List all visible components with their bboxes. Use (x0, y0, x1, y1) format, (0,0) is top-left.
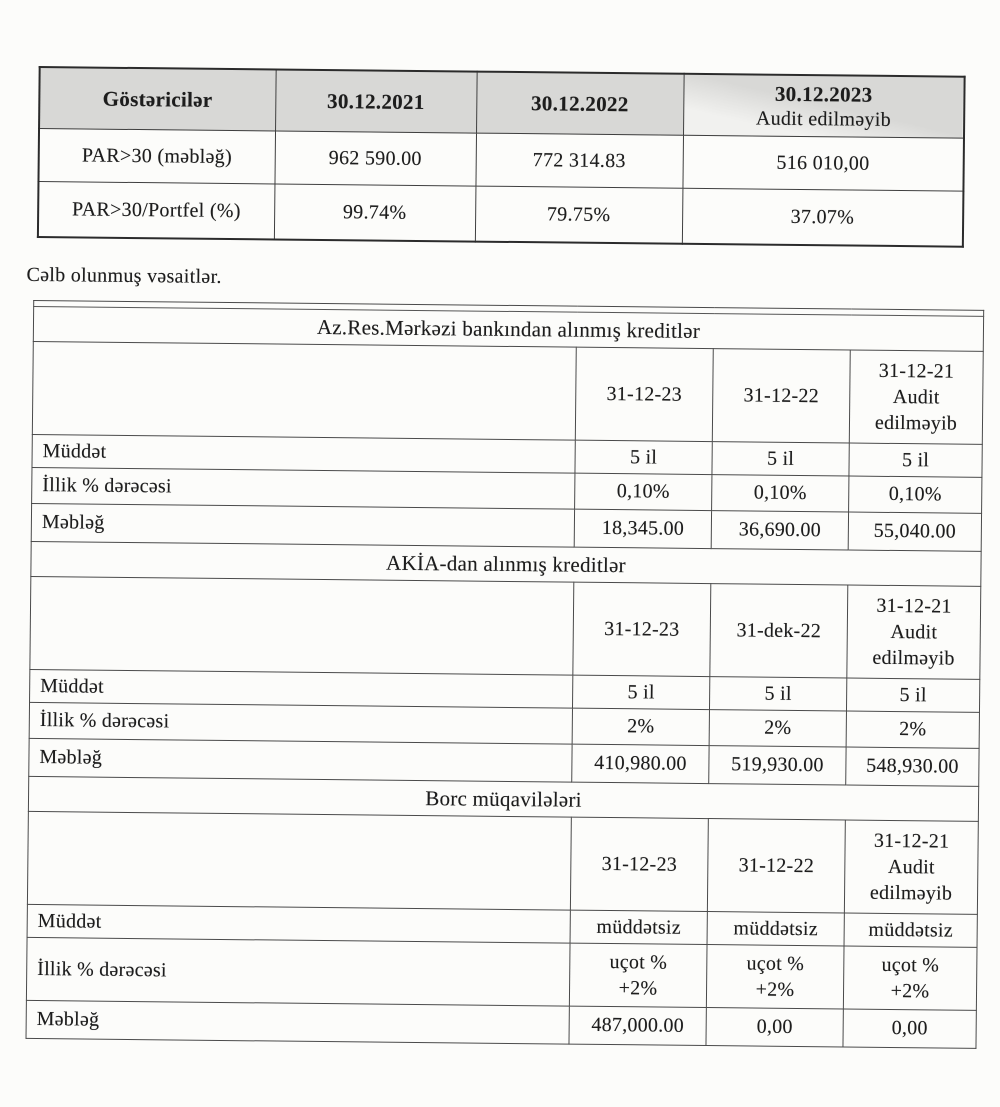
column-header-date-audit: 31-12-21 Audit edilməyib (847, 585, 981, 679)
cell-value: 5 il (572, 675, 709, 709)
row-label: Məbləğ (26, 1000, 569, 1044)
row-label: Müddət (27, 904, 570, 943)
cell-value: 410,980.00 (572, 744, 709, 783)
cell-value: 2% (572, 708, 709, 745)
cell-value: 55,040.00 (848, 512, 981, 551)
cell-value: 516 010,00 (682, 135, 964, 191)
row-label: Məbləğ (29, 738, 572, 782)
cell-value: uçot % +2% (706, 945, 844, 1009)
cell-value: 18,345.00 (574, 509, 711, 548)
row-label: Müddət (30, 669, 573, 708)
section-header-row (32, 341, 983, 444)
cell-value: 519,930.00 (709, 746, 846, 785)
column-header-indicators: Göstəricilər (39, 67, 276, 131)
document-heading: Cəlb olunmuş vəsaitlər. (26, 263, 222, 288)
column-header-date: 31-12-23 (573, 582, 711, 676)
par-table (37, 66, 966, 248)
cell-value: 0,00 (706, 1008, 843, 1047)
column-header-2023-note: Audit edilməyib (755, 107, 892, 131)
cell-value: 487,000.00 (569, 1006, 706, 1045)
empty-header-cell (27, 811, 571, 910)
cell-value: 5 il (849, 443, 982, 477)
empty-header-cell (30, 576, 574, 675)
par-table-header-row (39, 67, 965, 138)
column-header-2023-date: 30.12.2023 (774, 81, 873, 107)
row-label: İllik % dərəcəsi (26, 937, 570, 1006)
column-header-2021: 30.12.2021 (275, 69, 477, 133)
table-row-rate (26, 937, 977, 1010)
cell-value: müddətsiz (570, 910, 707, 944)
row-label: Məbləğ (31, 503, 574, 547)
row-label: İllik % dərəcəsi (29, 702, 572, 744)
cell-value: müddətsiz (707, 912, 844, 946)
cell-value: 2% (709, 710, 846, 747)
row-label: PAR>30/Portfel (%) (38, 182, 275, 240)
cell-value: 37.07% (682, 188, 964, 246)
column-header-date: 31-12-23 (575, 347, 713, 441)
column-header-date: 31-12-22 (707, 819, 845, 913)
cell-value: 548,930.00 (846, 747, 979, 786)
column-header-2022: 30.12.2022 (476, 72, 684, 136)
cell-value: 99.74% (274, 184, 476, 242)
cell-value: 0,10% (849, 476, 982, 513)
credits-table (26, 300, 985, 1049)
cell-value: 0,00 (843, 1009, 976, 1048)
table-row-par-amount (38, 129, 964, 192)
cell-value: uçot % +2% (843, 946, 977, 1010)
cell-value: 79.75% (475, 186, 683, 244)
cell-value: 5 il (712, 442, 849, 476)
scanned-document-page (0, 66, 1000, 1049)
section-title-akia: AKİA-dan alınmış kreditlər (31, 541, 981, 586)
empty-header-cell (32, 341, 576, 440)
cell-value: 772 314.83 (475, 133, 683, 188)
column-header-date: 31-dek-22 (710, 584, 848, 678)
cell-value: 5 il (846, 678, 979, 712)
row-label: Müddət (32, 434, 575, 473)
cell-value: 0,10% (575, 473, 712, 510)
cell-value: 962 590.00 (274, 131, 476, 186)
row-label: PAR>30 (məbləğ) (38, 129, 275, 184)
column-header-date: 31-12-22 (712, 349, 850, 443)
table-row-par-portfolio (38, 182, 964, 247)
cell-value: 36,690.00 (711, 511, 848, 550)
column-header-date-audit: 31-12-21 Audit edilməyib (844, 820, 978, 914)
column-header-2023 (683, 74, 965, 138)
column-header-date: 31-12-23 (570, 817, 708, 911)
section-title-borc: Borc müqavilələri (28, 776, 978, 821)
cell-value: müddətsiz (844, 913, 977, 947)
cell-value: 5 il (575, 440, 712, 474)
cell-value: uçot % +2% (569, 943, 707, 1007)
column-header-date-audit: 31-12-21 Audit edilməyib (849, 350, 983, 444)
section-header-row (30, 576, 981, 679)
cell-value: 2% (846, 711, 979, 748)
section-title-central-bank: Az.Res.Mərkəzi bankından alınmış kreditlər (33, 306, 983, 351)
cell-value: 0,10% (712, 475, 849, 512)
section-header-row (27, 811, 978, 914)
cell-value: 5 il (709, 677, 846, 711)
row-label: İllik % dərəcəsi (32, 467, 575, 509)
